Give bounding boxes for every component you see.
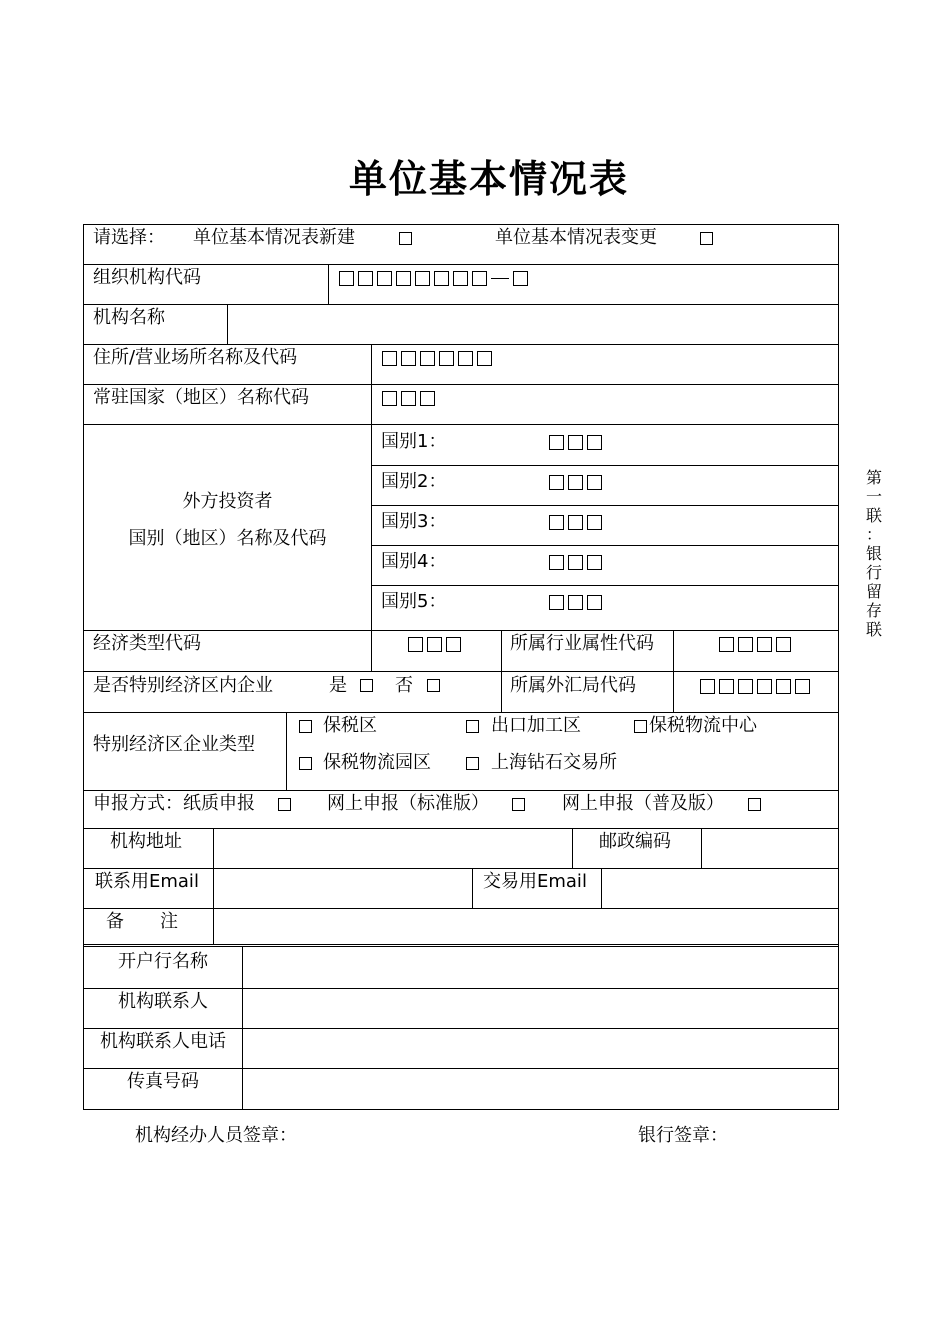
org-name-field[interactable] xyxy=(227,305,838,344)
investor-country-boxes xyxy=(549,551,606,573)
phone-label: 机构联系人电话 xyxy=(100,1031,226,1052)
bank-signature-label: 银行签章： xyxy=(638,1125,728,1146)
investor-country-label: 国别1： xyxy=(381,431,447,452)
country-boxes xyxy=(382,387,439,409)
trade-email-label-cell xyxy=(472,869,601,908)
investor-country-boxes xyxy=(549,511,606,533)
investor-country-row[interactable] xyxy=(372,505,838,546)
residence-boxes xyxy=(382,347,496,369)
org-code-label: 组织机构代码 xyxy=(93,267,201,288)
new-option-label: 单位基本情况表新建 xyxy=(193,227,355,248)
investor-country-label: 国别5： xyxy=(381,591,447,612)
investor-label-line2: 国别（地区）名称及代码 xyxy=(128,528,327,549)
investor-country-row[interactable] xyxy=(372,465,838,506)
investor-label-cell xyxy=(84,425,371,630)
econ-code-field[interactable] xyxy=(371,631,501,671)
change-option-label: 单位基本情况表变更 xyxy=(495,227,657,248)
bank-row xyxy=(84,947,838,989)
investor-label-line1: 外方投资者 xyxy=(182,491,273,512)
forex-label-cell xyxy=(501,672,673,712)
bonded-zone-label: 保税区 xyxy=(323,715,377,736)
remark-field[interactable] xyxy=(213,909,838,944)
forex-code-field[interactable] xyxy=(673,672,838,712)
sez-no-checkbox[interactable] xyxy=(427,679,440,692)
paper-checkbox[interactable] xyxy=(278,798,291,811)
fax-row xyxy=(84,1069,838,1109)
online-basic-label: 网上申报（普及版） xyxy=(562,793,724,814)
phone-row xyxy=(84,1029,838,1069)
investor-country-boxes xyxy=(549,431,606,453)
investor-country-boxes xyxy=(549,591,606,613)
contact-email-label: 联系用Email xyxy=(95,871,199,892)
org-signature-label: 机构经办人员签章： xyxy=(135,1125,297,1146)
copy-note-vertical: 第 一 联 ： 银 行 留 存 联 xyxy=(865,468,882,639)
declare-row xyxy=(84,791,838,829)
contact-field[interactable] xyxy=(242,989,838,1028)
logistics-center-checkbox[interactable] xyxy=(634,720,647,733)
bonded-zone-checkbox[interactable] xyxy=(299,720,312,733)
postal-field[interactable] xyxy=(701,829,838,868)
contact-email-field[interactable] xyxy=(213,869,472,908)
remark-label: 备 注 xyxy=(106,911,178,932)
industry-code-boxes xyxy=(719,633,795,655)
residence-field[interactable] xyxy=(371,345,838,384)
export-zone-checkbox[interactable] xyxy=(466,720,479,733)
remark-row xyxy=(84,909,838,947)
country-field[interactable] xyxy=(371,385,838,424)
sez-type-label: 特别经济区企业类型 xyxy=(93,734,255,755)
address-label: 机构地址 xyxy=(110,831,182,852)
sez-no-label: 否 xyxy=(395,675,413,696)
industry-label: 所属行业属性代码 xyxy=(510,633,654,654)
investor-country-label: 国别4： xyxy=(381,551,447,572)
investor-country-row[interactable] xyxy=(372,425,838,466)
forex-label: 所属外汇局代码 xyxy=(510,675,636,696)
country-label: 常驻国家（地区）名称代码 xyxy=(93,387,309,408)
residence-label: 住所/营业场所名称及代码 xyxy=(93,347,298,368)
fax-label: 传真号码 xyxy=(127,1071,199,1092)
sez-label: 是否特别经济区内企业 xyxy=(93,675,273,696)
investor-country-label: 国别3： xyxy=(381,511,447,532)
trade-email-field[interactable] xyxy=(601,869,838,908)
contact-row xyxy=(84,989,838,1029)
bank-field[interactable] xyxy=(242,947,838,988)
select-label: 请选择： xyxy=(93,227,165,248)
select-row xyxy=(84,225,838,265)
investor-country-row[interactable] xyxy=(372,585,838,631)
phone-field[interactable] xyxy=(242,1029,838,1068)
postal-label-cell xyxy=(572,829,701,868)
residence-row xyxy=(84,345,838,385)
org-code-field[interactable] xyxy=(328,265,838,304)
industry-label-cell xyxy=(501,631,673,671)
declare-label: 申报方式：纸质申报 xyxy=(93,793,255,814)
country-row xyxy=(84,385,838,425)
trade-email-label: 交易用Email xyxy=(483,871,587,892)
online-basic-checkbox[interactable] xyxy=(748,798,761,811)
address-field[interactable] xyxy=(213,829,572,868)
investor-country-boxes xyxy=(549,471,606,493)
contact-label: 机构联系人 xyxy=(118,991,208,1012)
export-zone-label: 出口加工区 xyxy=(491,715,581,736)
sez-yes-checkbox[interactable] xyxy=(360,679,373,692)
bank-label: 开户行名称 xyxy=(118,951,208,972)
investor-block xyxy=(84,425,838,631)
logistics-park-label: 保税物流园区 xyxy=(323,752,431,773)
org-code-row xyxy=(84,265,838,305)
diamond-exchange-label: 上海钻石交易所 xyxy=(491,752,617,773)
logistics-center-label: 保税物流中心 xyxy=(649,715,757,736)
org-name-label: 机构名称 xyxy=(93,307,165,328)
fax-field[interactable] xyxy=(242,1069,838,1109)
econ-code-boxes xyxy=(408,633,465,655)
econ-row xyxy=(84,631,838,672)
logistics-park-checkbox[interactable] xyxy=(299,757,312,770)
email-row xyxy=(84,869,838,909)
investor-country-row[interactable] xyxy=(372,545,838,586)
postal-label: 邮政编码 xyxy=(599,831,671,852)
org-name-row xyxy=(84,305,838,345)
change-checkbox[interactable] xyxy=(700,232,713,245)
org-code-boxes xyxy=(339,267,532,289)
industry-code-field[interactable] xyxy=(673,631,838,671)
sez-row xyxy=(84,672,838,713)
address-row xyxy=(84,829,838,869)
sez-type-row xyxy=(84,713,838,791)
basic-info-form xyxy=(83,224,839,1110)
forex-code-boxes xyxy=(700,675,814,697)
online-standard-label: 网上申报（标准版） xyxy=(327,793,489,814)
online-standard-checkbox[interactable] xyxy=(512,798,525,811)
econ-label: 经济类型代码 xyxy=(93,633,201,654)
sez-yes-label: 是 xyxy=(329,675,347,696)
investor-country-label: 国别2： xyxy=(381,471,447,492)
investor-countries xyxy=(371,425,838,630)
diamond-exchange-checkbox[interactable] xyxy=(466,757,479,770)
sez-type-options xyxy=(286,713,838,790)
new-checkbox[interactable] xyxy=(399,232,412,245)
form-title: 单位基本情况表 xyxy=(348,157,629,201)
